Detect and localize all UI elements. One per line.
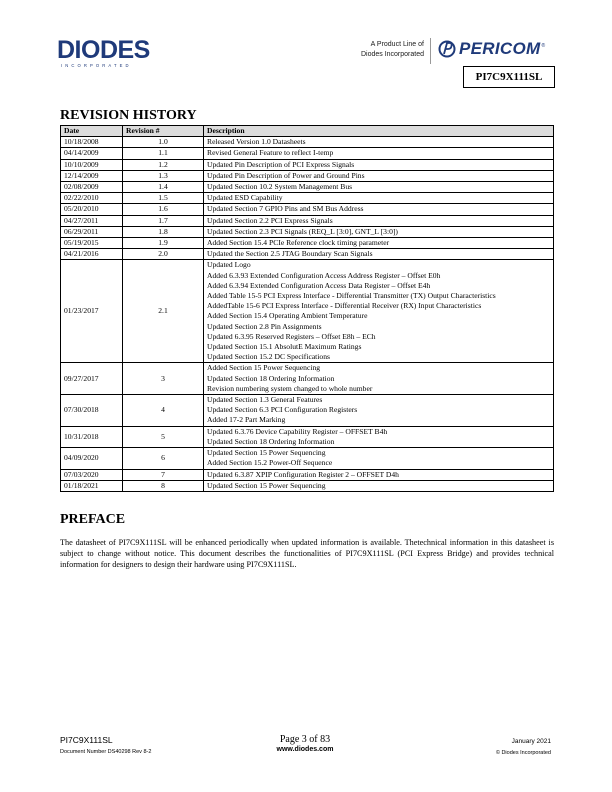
table-header-row [61, 126, 554, 137]
table-row [61, 395, 554, 427]
registered-mark: ® [541, 43, 546, 49]
revision-date-cell: 02/22/2010 [61, 193, 123, 204]
revision-date-cell: 10/10/2009 [61, 159, 123, 170]
revision-date-cell: 09/27/2017 [61, 363, 123, 395]
description-line: Updated Logo [207, 260, 251, 270]
diodes-logo-graphic [57, 36, 165, 70]
revision-number-cell: 7 [123, 469, 204, 480]
revision-description-cell [204, 363, 554, 395]
revision-date-cell: 01/23/2017 [61, 260, 123, 363]
page-header [0, 0, 612, 100]
revision-history-title: REVISION HISTORY [60, 108, 197, 123]
revision-description-cell [204, 426, 554, 447]
table-row [61, 193, 554, 204]
revision-description-cell [204, 249, 554, 260]
description-line: Added Section 15.2 Power-Off Sequence [207, 458, 333, 468]
revision-date-cell: 05/20/2010 [61, 204, 123, 215]
diodes-logo-wordmark: DIODES [57, 36, 150, 64]
footer-document-number: Document Number DS40298 Rev 8-2 [60, 749, 152, 755]
description-line: Added Section 15 Power Sequencing [207, 363, 321, 373]
description-line: Updated Section 18 Ordering Information [207, 436, 335, 446]
revision-description-cell [204, 260, 554, 363]
description-line: Added Table 15-5 PCI Express Interface - Differential Transmitter (TX) Output Characteristics [207, 291, 496, 301]
description-line: Updated Section 18 Ordering Information [207, 373, 335, 383]
revision-description-cell [204, 159, 554, 170]
revision-description-cell [204, 148, 554, 159]
footer-center [230, 734, 380, 753]
description-line: Updated Section 15 Power Sequencing [207, 448, 326, 458]
revision-date-cell: 12/14/2009 [61, 170, 123, 181]
revision-number-cell: 1.7 [123, 215, 204, 226]
table-row [61, 215, 554, 226]
header-date: Date [61, 126, 123, 137]
revision-description-cell [204, 226, 554, 237]
revision-date-cell: 01/18/2021 [61, 480, 123, 491]
revision-number-cell: 1.0 [123, 137, 204, 148]
description-line: Updated Section 15 Power Sequencing [207, 480, 326, 490]
revision-number-cell: 6 [123, 448, 204, 469]
description-line: Updated ESD Capability [207, 193, 283, 203]
revision-date-cell: 10/18/2008 [61, 137, 123, 148]
revision-number-cell: 5 [123, 426, 204, 447]
description-line: Updated Section 7 GPIO Pins and SM Bus Address [207, 204, 364, 214]
revision-number-cell: 2.1 [123, 260, 204, 363]
diodes-logo [57, 36, 165, 75]
revision-number-cell: 1.3 [123, 170, 204, 181]
revision-date-cell: 05/19/2015 [61, 238, 123, 249]
description-line: Added Section 15.4 Operating Ambient Temperature [207, 311, 368, 321]
table-row [61, 226, 554, 237]
table-row [61, 170, 554, 181]
revision-description-cell [204, 193, 554, 204]
pericom-swirl-icon [438, 40, 456, 58]
table-row [61, 448, 554, 469]
revision-number-cell: 3 [123, 363, 204, 395]
preface-title: PREFACE [60, 512, 126, 527]
description-line: Added 6.3.94 Extended Configuration Access Data Register – Offset E4h [207, 280, 431, 290]
header-revision: Revision # [123, 126, 204, 137]
table-row [61, 182, 554, 193]
description-line: AddedTable 15-6 PCI Express Interface - Differential Receiver (RX) Input Characteristics [207, 301, 482, 311]
description-line: Updated Section 15.1 AbsolutE Maximum Ratings [207, 342, 362, 352]
revision-number-cell: 1.8 [123, 226, 204, 237]
revision-description-cell [204, 170, 554, 181]
revision-table-body [61, 137, 554, 492]
revision-description-cell [204, 469, 554, 480]
footer-date: January 2021 [511, 738, 551, 745]
revision-date-cell: 07/30/2018 [61, 395, 123, 427]
table-row [61, 260, 554, 363]
table-row [61, 363, 554, 395]
table-row [61, 159, 554, 170]
table-row [61, 238, 554, 249]
description-line: Updated Section 2.2 PCI Express Signals [207, 215, 333, 225]
footer-part-number: PI7C9X111SL [60, 735, 113, 745]
description-line: Updated Section 2.8 Pin Assignments [207, 321, 322, 331]
revision-number-cell: 1.2 [123, 159, 204, 170]
table-row [61, 480, 554, 491]
table-row [61, 469, 554, 480]
table-row [61, 137, 554, 148]
revision-date-cell: 04/27/2011 [61, 215, 123, 226]
revision-number-cell: 1.1 [123, 148, 204, 159]
description-line: Added Section 15.4 PCIe Reference clock timing parameter [207, 238, 390, 248]
preface-paragraph: The datasheet of PI7C9X111SL will be enhanced periodically when updated information is available. Thetechnical information in this datasheet is subject to change without notice. This document describes the functionalities of PI7C9X111SL (PCI Express Bridge) and provides technical information for designers to design their hardware using PI7C9X111SL. [60, 538, 554, 570]
footer-right [430, 738, 551, 756]
revision-number-cell: 1.9 [123, 238, 204, 249]
revision-number-cell: 8 [123, 480, 204, 491]
description-line: Updated 6.3.87 XPIP Configuration Register 2 – OFFSET D4h [207, 469, 399, 479]
description-line: Updated 6.3.76 Device Capability Register – OFFSET B4h [207, 426, 388, 436]
product-line-text-1: A Product Line of [370, 41, 424, 48]
revision-description-cell [204, 137, 554, 148]
description-line: Updated 6.3.95 Reserved Registers – Offset E8h – ECh [207, 331, 376, 341]
revision-history-table [60, 125, 554, 492]
footer-copyright: © Diodes Incorporated [495, 750, 551, 756]
revision-description-cell [204, 480, 554, 491]
table-row [61, 148, 554, 159]
footer-url-link[interactable]: www.diodes.com [276, 746, 334, 753]
footer-page-number: Page 3 of 83 [279, 734, 331, 745]
description-line: Added 17-2 Part Marking [207, 415, 286, 425]
description-line: Added 6.3.93 Extended Configuration Access Address Register – Offset E0h [207, 270, 441, 280]
revision-number-cell: 2.0 [123, 249, 204, 260]
description-line: Revision numbering system changed to whole number [207, 383, 373, 393]
revision-number-cell: 4 [123, 395, 204, 427]
description-line: Updated Section 2.3 PCI Signals (REQ_L [3:0], GNT_L [3:0]) [207, 226, 398, 236]
description-line: Updated the Section 2.5 JTAG Boundary Scan Signals [207, 249, 373, 259]
description-line: Updated Pin Description of PCI Express Signals [207, 159, 355, 169]
table-row [61, 249, 554, 260]
revision-number-cell: 1.4 [123, 182, 204, 193]
revision-number-cell: 1.6 [123, 204, 204, 215]
revision-description-cell [204, 238, 554, 249]
part-number-box: PI7C9X111SL [463, 66, 555, 88]
header-description: Description [204, 126, 554, 137]
description-line: Updated Section 15.2 DC Specifications [207, 352, 330, 362]
description-line: Updated Section 10.2 System Management Bus [207, 182, 353, 192]
description-line: Updated Section 6.3 PCI Configuration Registers [207, 405, 358, 415]
revision-date-cell: 04/09/2020 [61, 448, 123, 469]
revision-number-cell: 1.5 [123, 193, 204, 204]
pericom-logo [438, 39, 545, 59]
table-row [61, 426, 554, 447]
revision-description-cell [204, 204, 554, 215]
revision-description-cell [204, 215, 554, 226]
revision-date-cell: 06/29/2011 [61, 226, 123, 237]
revision-date-cell: 07/03/2020 [61, 469, 123, 480]
revision-date-cell: 02/08/2009 [61, 182, 123, 193]
revision-date-cell: 04/21/2016 [61, 249, 123, 260]
description-line: Revised General Feature to reflect I-temp [207, 148, 334, 158]
revision-description-cell [204, 448, 554, 469]
description-line: Released Version 1.0 Datasheets [207, 137, 306, 147]
header-divider [430, 38, 431, 64]
diodes-logo-subtitle: INCORPORATED [61, 63, 132, 68]
revision-date-cell: 04/14/2009 [61, 148, 123, 159]
pericom-wordmark: PERICOM [459, 39, 541, 58]
revision-description-cell [204, 182, 554, 193]
footer-left [60, 735, 151, 755]
description-line: Updated Pin Description of Power and Ground Pins [207, 170, 365, 180]
revision-date-cell: 10/31/2018 [61, 426, 123, 447]
revision-description-cell [204, 395, 554, 427]
description-line: Updated Section 1.3 General Features [207, 395, 323, 405]
product-line-text-2: Diodes Incorporated [360, 51, 424, 58]
table-row [61, 204, 554, 215]
product-line-note [352, 40, 424, 60]
